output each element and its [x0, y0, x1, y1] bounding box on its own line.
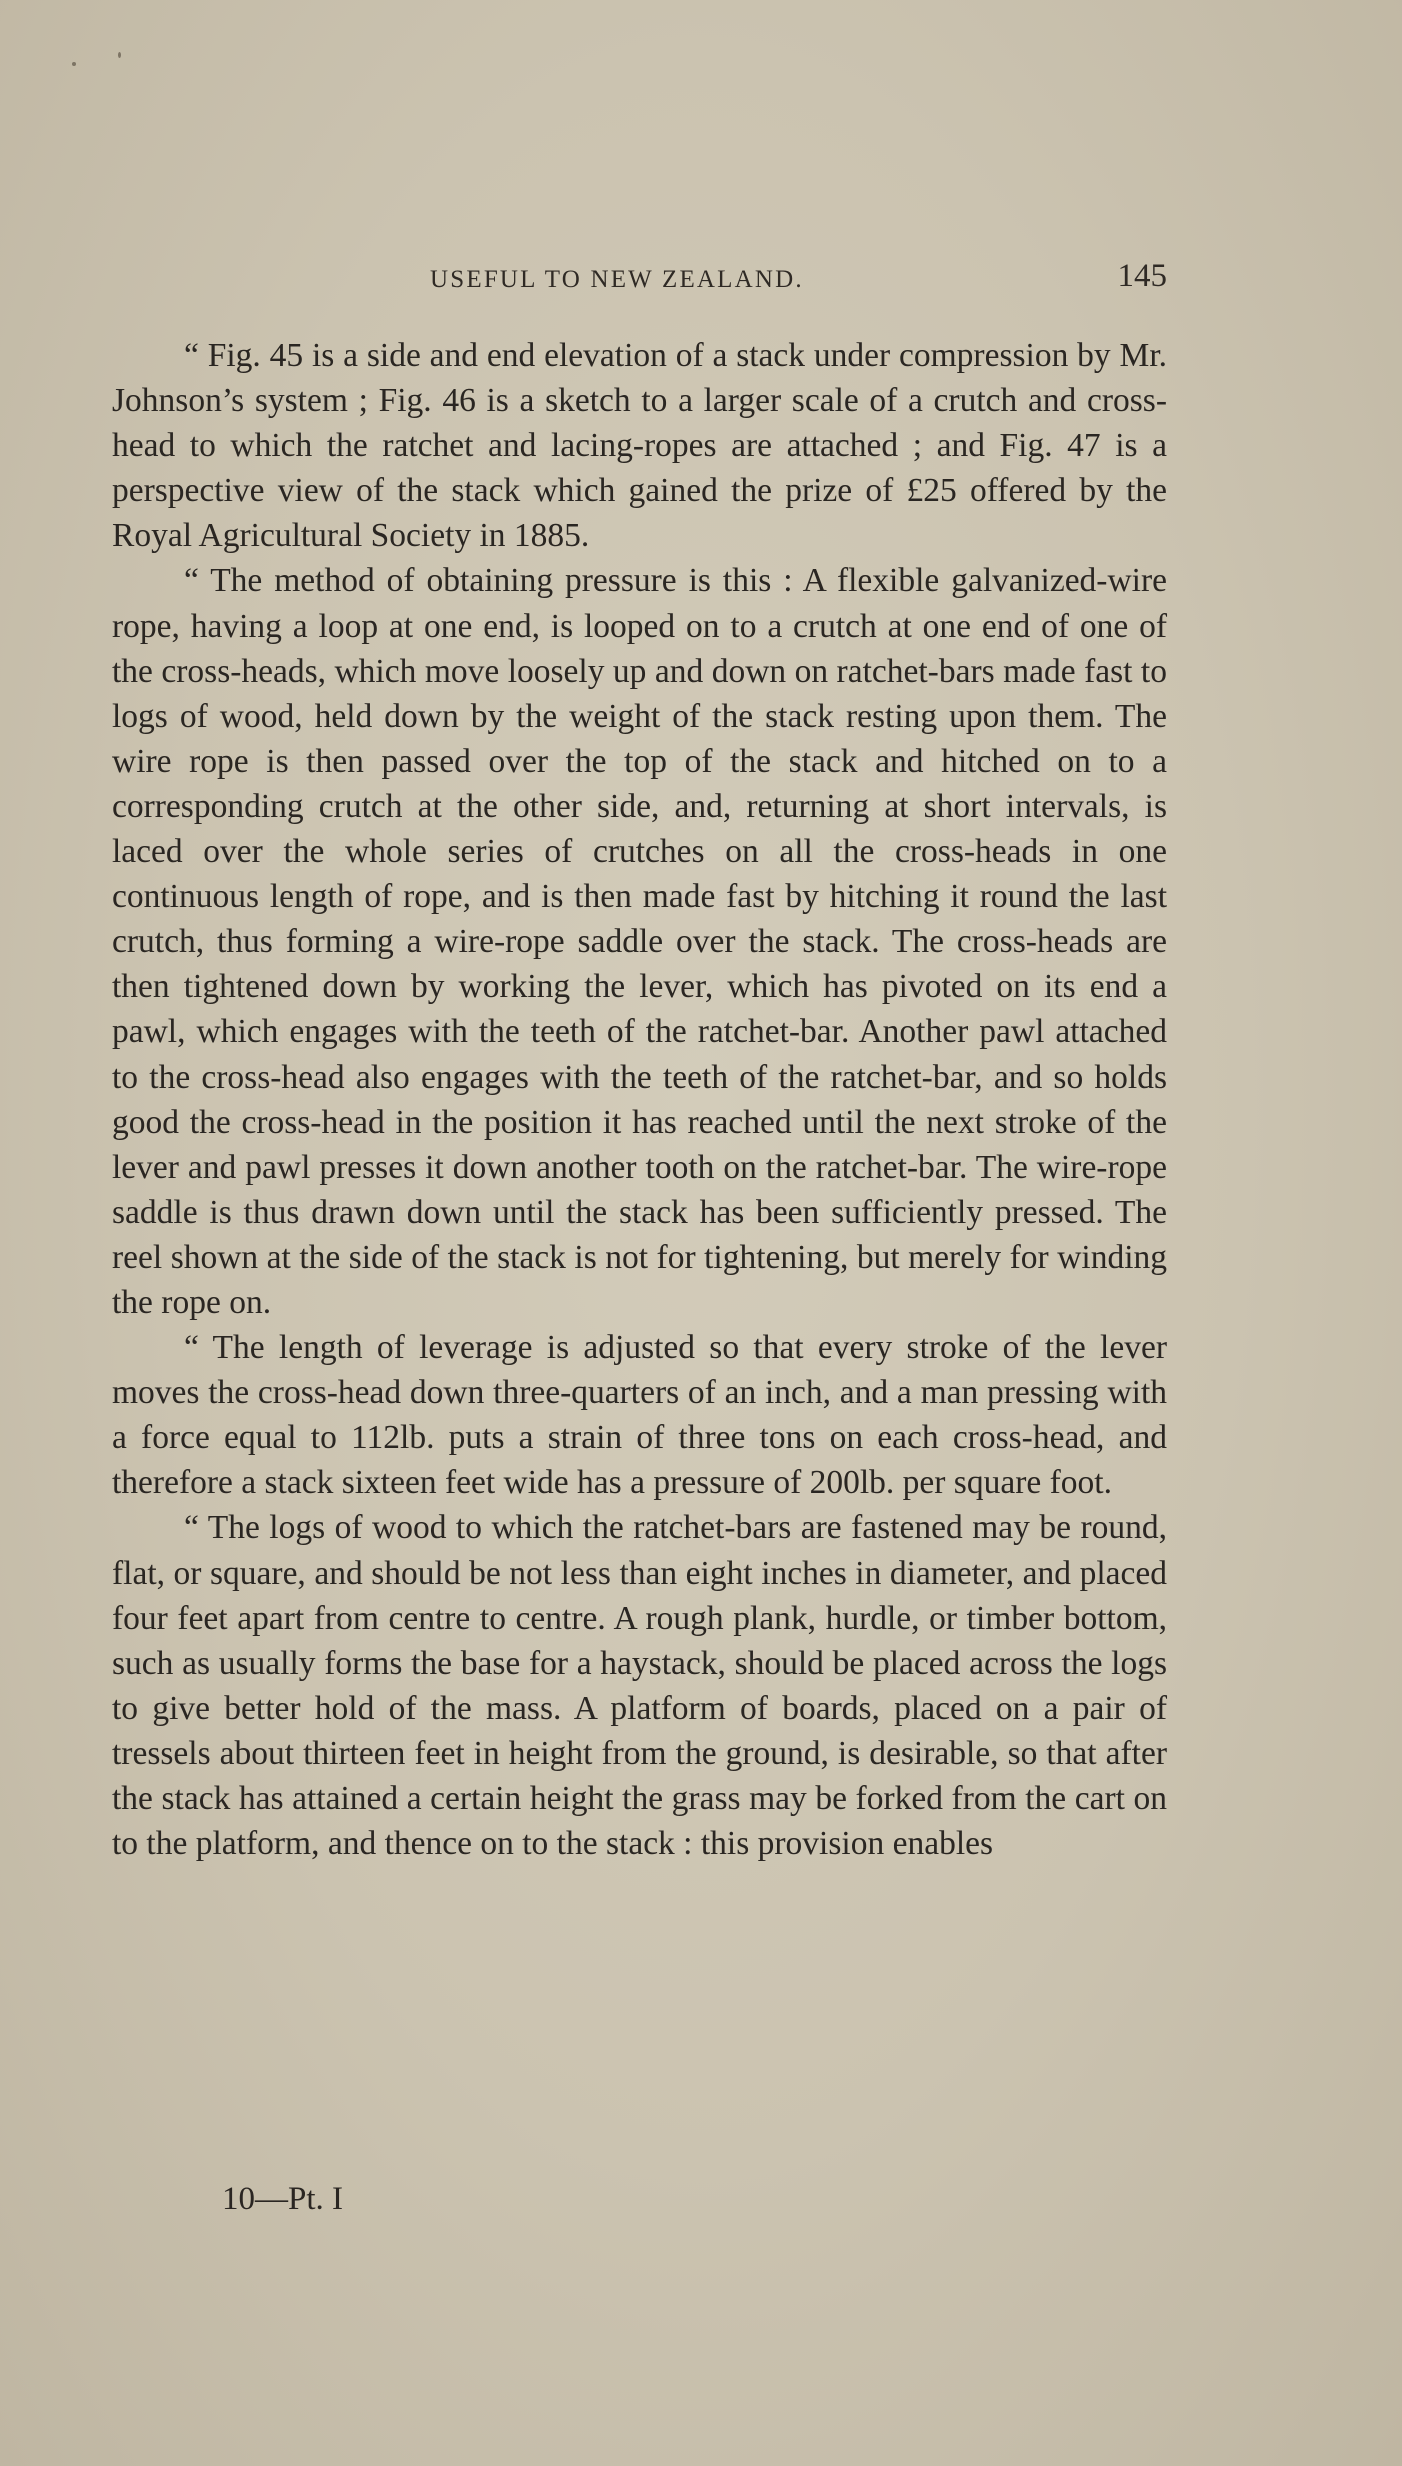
signature-mark: 10—Pt. I — [222, 2181, 344, 2217]
paper-speck — [118, 52, 121, 58]
body-text — [112, 333, 1167, 1866]
page-number: 145 — [1117, 258, 1167, 294]
paragraph: “ Fig. 45 is a side and end elevation of a stack under compression by Mr. Johnson’s system ; Fig. 46 is a sketch to a larger scale of a crutch and cross-head to which the ratchet and lacing-ropes are attached ; and Fig. 47 is a perspective view of the stack which gained the prize of £25 offered by the Royal Agricultural Society in 1885. — [112, 337, 1167, 555]
running-head — [112, 258, 1167, 298]
paragraph: “ The method of obtaining pressure is this : A flexible galvanized-wire rope, having a loop at one end, is looped on to a crutch at one end of one of the cross-heads, which move loosely up and down on ratchet-bars made fast to logs of wood, held down by the weight of the stack resting upon them. The wire rope is then passed over the top of the stack and hitched on to a corresponding crutch at the other side, and, returning at short intervals, is laced over the whole series of crutches on all the cross-heads in one continuous length of rope, and is then made fast by hitching it round the last crutch, thus forming a wire-rope saddle over the stack. The cross-heads are then tightened down by working the lever, which has pivoted on its end a pawl, which engages with the teeth of the ratchet-bar. Another pawl attached to the cross-head also engages with the teeth of the ratchet-bar, and so holds good the cross-head in the position it has reached until the next stroke of the lever and pawl presses it down another tooth on the ratchet-bar. The wire-rope saddle is thus drawn down until the stack has been sufficiently pressed. The reel shown at the side of the stack is not for tightening, but merely for winding the rope on. — [112, 562, 1167, 1321]
paragraph: “ The logs of wood to which the ratchet-bars are fastened may be round, flat, or square, and should be not less than eight inches in diameter, and placed four feet apart from centre to centre. A rough plank, hurdle, or timber bottom, such as usually forms the base for a haystack, should be placed across the logs to give better hold of the mass. A platform of boards, placed on a pair of tressels about thirteen feet in height from the ground, is desirable, so that after the stack has attained a certain height the grass may be forked from the cart on to the platform, and thence on to the stack : this provision enables — [112, 1509, 1167, 1863]
running-title: USEFUL TO NEW ZEALAND. — [430, 266, 804, 293]
paragraph: “ The length of leverage is adjusted so that every stroke of the lever moves the cross-head down three-quarters of an inch, and a man pressing with a force equal to 112lb. puts a strain of three tons on each cross-head, and therefore a stack sixteen feet wide has a pressure of 200lb. per square foot. — [112, 1329, 1167, 1502]
paper-speck — [72, 62, 76, 66]
